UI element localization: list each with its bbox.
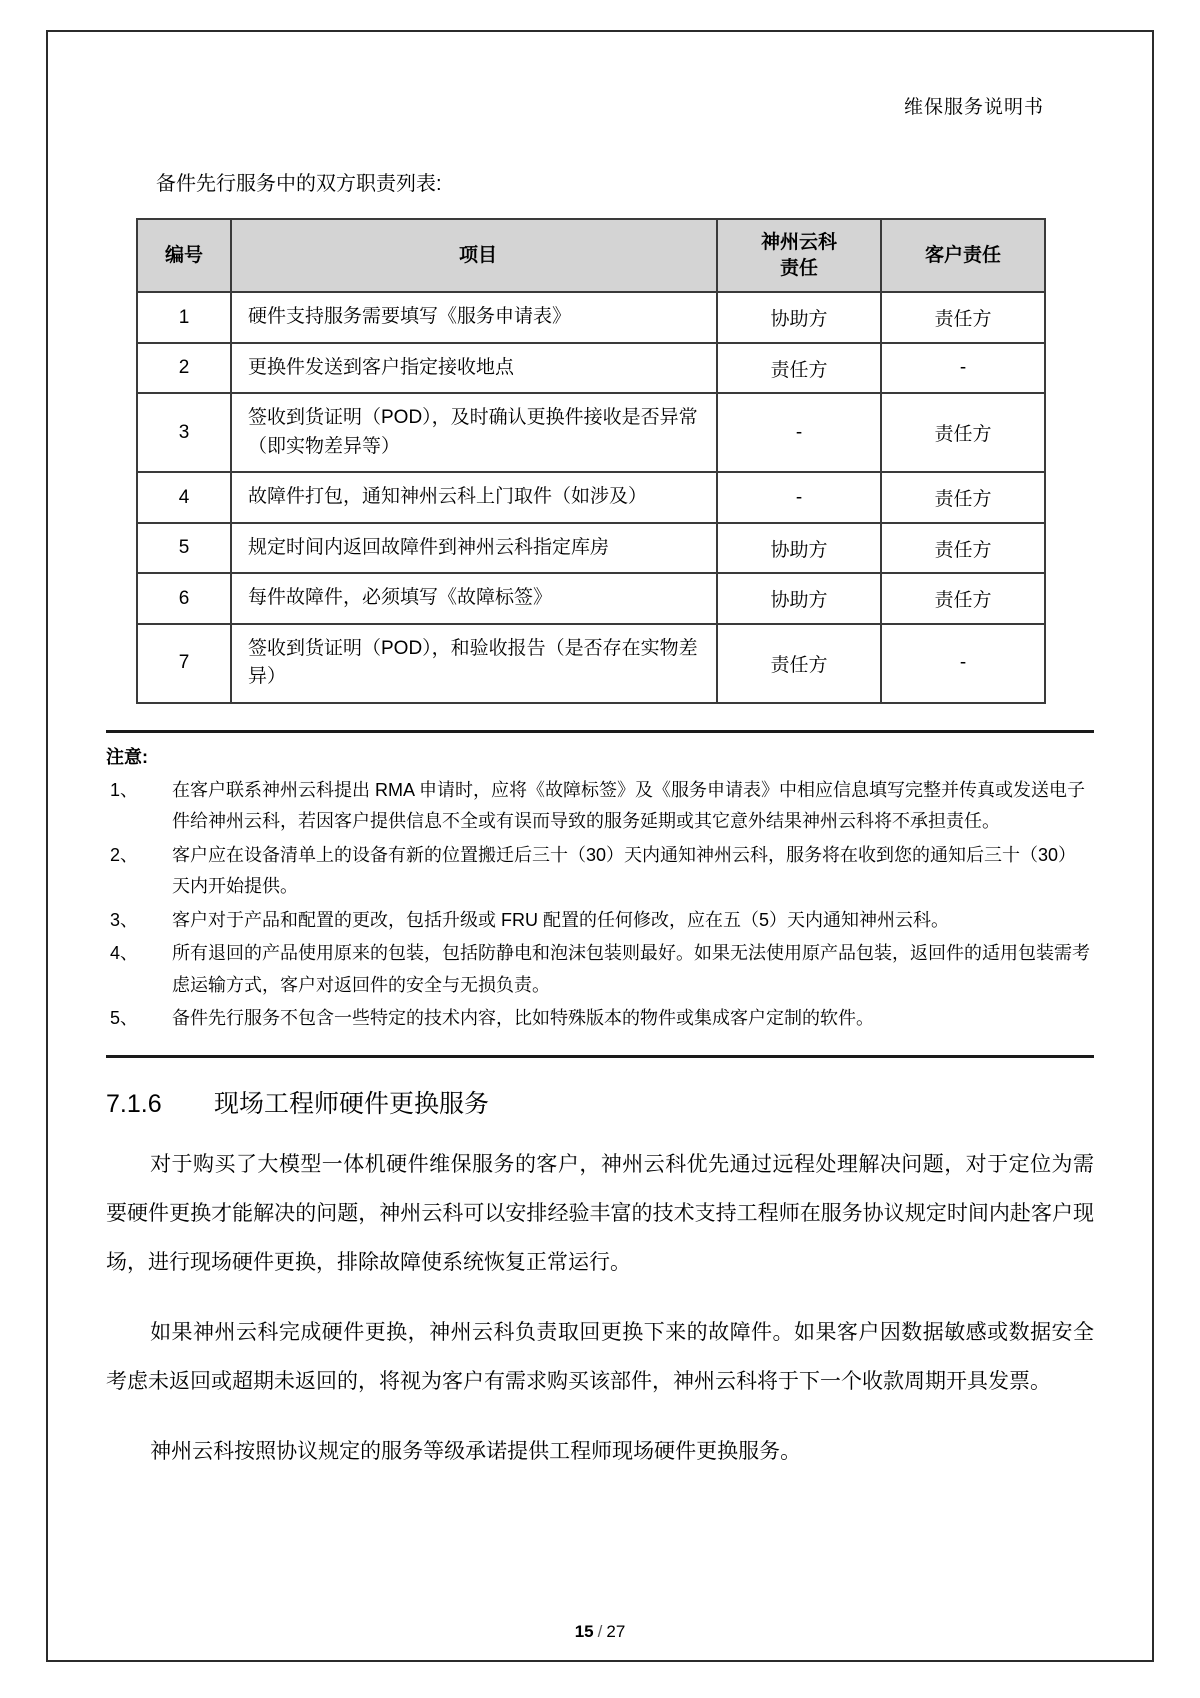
note-text: 备件先行服务不包含一些特定的技术内容，比如特殊版本的物件或集成客户定制的软件。: [172, 1008, 874, 1029]
note-item: [106, 1003, 1094, 1035]
cell-no: 3: [137, 393, 231, 472]
note-text: 所有退回的产品使用原来的包装，包括防静电和泡沫包装则最好。如果无法使用原产品包装，返回件的适用包装需考虑运输方式，客户对返回件的安全与无损负责。: [172, 943, 1090, 995]
footer-separator: /: [597, 1622, 603, 1641]
cell-item: 签收到货证明（POD），和验收报告（是否存在实物差异）: [231, 624, 717, 703]
cell-customer: 责任方: [881, 292, 1045, 343]
table-header-row: [137, 219, 1045, 292]
column-header-customer: 客户责任: [881, 219, 1045, 292]
section-title: 现场工程师硬件更换服务: [214, 1089, 490, 1118]
note-text: 在客户联系神州云科提出 RMA 申请时，应将《故障标签》及《服务申请表》中相应信息填写完整并传真或发送电子件给神州云科，若因客户提供信息不全或有误而导致的服务延期或其它意外结果神州云科将不承担责任。: [172, 779, 1086, 832]
cell-szyk: 协助方: [717, 523, 881, 574]
cell-no: 1: [137, 292, 231, 343]
table-row: [137, 573, 1045, 624]
cell-customer: 责任方: [881, 573, 1045, 624]
section-heading: [106, 1084, 1094, 1120]
cell-no: 4: [137, 472, 231, 523]
cell-customer: 责任方: [881, 393, 1045, 472]
table-row: [137, 624, 1045, 703]
note-item: [106, 905, 1094, 937]
paragraph-1: 对于购买了大模型一体机硬件维保服务的客户，神州云科优先通过远程处理解决问题，对于定位为需要硬件更换才能解决的问题，神州云科可以安排经验丰富的技术支持工程师在服务协议规定时间内赴客户现场，进行现场硬件更换，排除故障使系统恢复正常运行。: [106, 1152, 1094, 1275]
column-header-szyk: [717, 219, 881, 292]
note-number: 3、: [110, 909, 139, 930]
page-content: [46, 30, 1154, 1662]
table-row: [137, 472, 1045, 523]
cell-customer: 责任方: [881, 523, 1045, 574]
note-number: 5、: [110, 1008, 139, 1029]
cell-no: 7: [137, 624, 231, 703]
section-number: 7.1.6: [106, 1089, 162, 1118]
page-footer: [0, 1622, 1200, 1642]
column-header-szyk-line1: 神州云科: [760, 232, 837, 253]
cell-szyk: 协助方: [717, 292, 881, 343]
notes-list: [106, 775, 1094, 1035]
paragraph-3: 神州云科按照协议规定的服务等级承诺提供工程师现场硬件更换服务。: [150, 1439, 802, 1463]
note-text: 客户对于产品和配置的更改，包括升级或 FRU 配置的任何修改，应在五（5）天内通知神州云科。: [172, 909, 950, 930]
cell-item: 更换件发送到客户指定接收地点: [231, 343, 717, 394]
cell-item: 故障件打包，通知神州云科上门取件（如涉及）: [231, 472, 717, 523]
cell-item: 签收到货证明（POD），及时确认更换件接收是否异常（即实物差异等）: [231, 393, 717, 472]
cell-customer: -: [881, 624, 1045, 703]
table-row: [137, 343, 1045, 394]
cell-no: 6: [137, 573, 231, 624]
table-body: [137, 292, 1045, 703]
cell-item: 规定时间内返回故障件到神州云科指定库房: [231, 523, 717, 574]
divider-above-notes: [106, 730, 1094, 733]
footer-total-pages: 27: [606, 1622, 626, 1641]
cell-customer: 责任方: [881, 472, 1045, 523]
cell-szyk: -: [717, 472, 881, 523]
divider-below-notes: [106, 1055, 1094, 1058]
note-number: 1、: [110, 779, 139, 800]
column-header-no: 编号: [137, 219, 231, 292]
cell-szyk: 责任方: [717, 343, 881, 394]
note-item: [106, 840, 1094, 903]
cell-item: 硬件支持服务需要填写《服务申请表》: [231, 292, 717, 343]
table-row: [137, 393, 1045, 472]
cell-szyk: 责任方: [717, 624, 881, 703]
note-number: 4、: [110, 943, 139, 964]
footer-current-page: 15: [574, 1622, 594, 1641]
cell-szyk: -: [717, 393, 881, 472]
column-header-szyk-line2: 责任: [779, 257, 818, 279]
table-header: [137, 219, 1045, 292]
cell-item: 每件故障件，必须填写《故障标签》: [231, 573, 717, 624]
column-header-item: 项目: [231, 219, 717, 292]
cell-customer: -: [881, 343, 1045, 394]
responsibility-table: [136, 218, 1046, 704]
note-item: [106, 775, 1094, 838]
note-text: 客户应在设备清单上的设备有新的位置搬迁后三十（30）天内通知神州云科，服务将在收到您的通知后三十（30）天内开始提供。: [172, 844, 1077, 897]
notes-title: 注意:: [106, 746, 148, 767]
note-number: 2、: [110, 844, 139, 865]
cell-szyk: 协助方: [717, 573, 881, 624]
intro-text: 备件先行服务中的双方职责列表:: [156, 173, 442, 195]
cell-no: 2: [137, 343, 231, 394]
cell-no: 5: [137, 523, 231, 574]
paragraph-2: 如果神州云科完成硬件更换，神州云科负责取回更换下来的故障件。如果客户因数据敏感或数据安全考虑未返回或超期未返回的，将视为客户有需求购买该部件，神州云科将于下一个收款周期开具发票。: [106, 1320, 1094, 1394]
table-row: [137, 523, 1045, 574]
note-item: [106, 938, 1094, 1001]
table-row: [137, 292, 1045, 343]
document-header-title: 维保服务说明书: [903, 97, 1044, 118]
